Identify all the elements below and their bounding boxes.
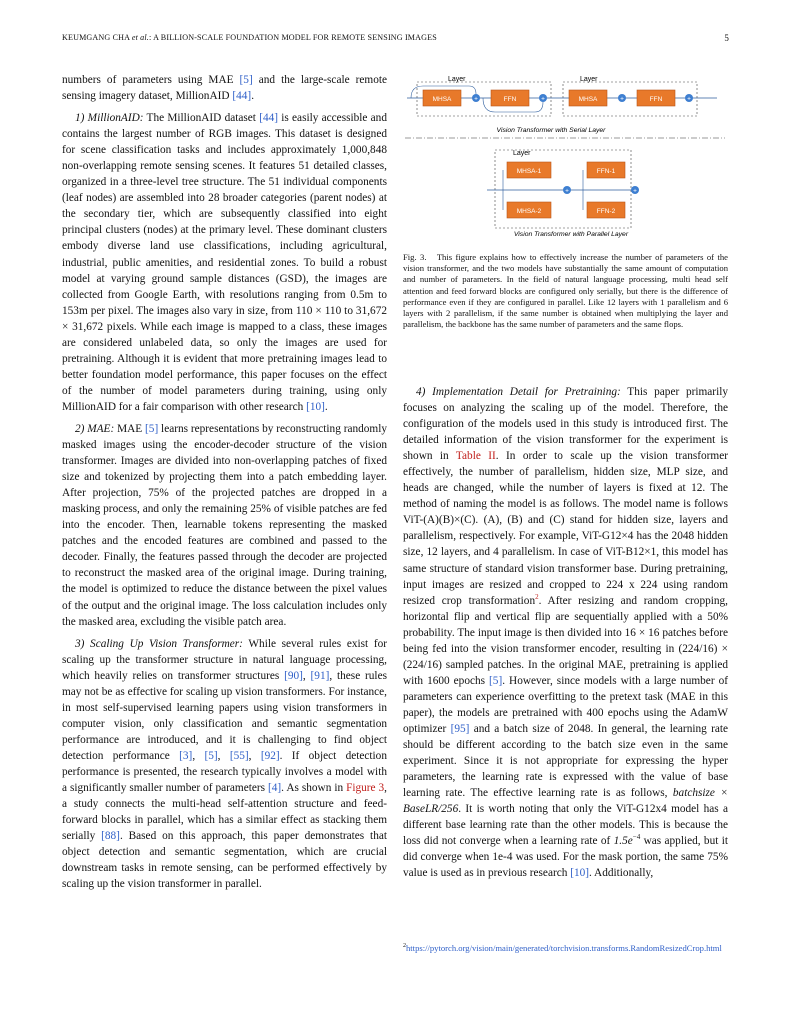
subsection-heading: 1) MillionAID: [75,112,144,125]
figure-caption [403,252,728,330]
figure-reference[interactable]: Figure 3 [346,782,385,795]
svg-text:MHSA: MHSA [432,96,452,103]
svg-text:+: + [687,95,691,103]
svg-text:+: + [620,95,624,103]
svg-text:MHSA-1: MHSA-1 [516,168,542,175]
svg-text:FFN-1: FFN-1 [596,168,616,175]
figure-3 [403,70,728,240]
citation[interactable]: [44] [259,112,279,125]
svg-text:FFN: FFN [503,96,517,103]
subsection-heading: 2) MAE: [75,422,115,435]
layer-label: Layer [580,76,598,83]
svg-text:FFN: FFN [649,96,663,103]
running-header [62,33,729,45]
citation[interactable]: [91] [310,669,330,682]
svg-text:+: + [474,95,478,103]
citation[interactable]: [92] [260,749,280,762]
paragraph-intro-continuation: numbers of parameters using MAE [5] and the large-scale remote sensing imagery dataset, MillionAID [44]. [62,74,387,103]
left-column [62,72,387,892]
svg-text:MHSA-2: MHSA-2 [516,208,542,215]
table-reference[interactable]: Table II [455,450,496,463]
citation[interactable]: [88] [101,830,120,843]
layer-label: Layer [513,150,531,157]
citation[interactable]: [4] [267,782,282,795]
citation[interactable]: [3] [179,749,193,762]
footnote-marker[interactable]: 2 [535,592,539,601]
caption-text: This figure explains how to effectively increase the number of parameters of the vision transformer, and the two models have substantially the same amount of computation and number of parameters. In the field of natural language processing, multi head self attention and feed forward blocks are configured only serially, but there is the difference of performance even if they are configured in parallel. Like 12 layers with 1 parallelism and 6 layers with 2 parallelism, if the same number is obtained when multiplying the layer and parallelism, the backbone has the same number of parameters and the same flops. [403,252,728,330]
paragraph-scaling-up: 3) Scaling Up Vision Transformer: While several rules exist for scaling up the transformer structure in natural language processing, which heavily relies on transformer structures [90], [91], these rules may not be as effective for scaling up vision transformers. For instance, in most self-supervised learning papers using vision transformers in computer vision, only classification and semantic segmentation performance are introduced, and it is challenging to find object detection performance [3], [5], [55], [92]. If object detection performance is presented, the research typically involves a model with a significantly smaller number of parameters [4]. As shown in Figure 3, a study connects the multi-head self-attention structure and feed-forward blocks in parallel, which has a similar effect as stacking them serially [88]. Based on this approach, this paper demonstrates that object detection and semantic segmentation, which are crucial downstream tasks in remote sensing, can be performed effectively by scaling up the vision transformer in parallel. [62,637,387,891]
citation[interactable]: [10] [570,867,590,880]
footnote [403,941,728,954]
svg-text:+: + [565,187,569,195]
citation[interactable]: [10] [306,400,325,413]
svg-text:FFN-2: FFN-2 [596,208,616,215]
citation[interactable]: [44] [232,90,252,103]
citation[interactable]: [55] [229,749,249,762]
right-column [403,384,728,881]
citation[interactable]: [5] [204,749,218,762]
math-expression: $1.5e^{-4}$ [613,833,641,848]
layer-label: Layer [448,76,466,83]
parallel-caption: Vision Transformer with Parallel Layer [513,231,629,238]
paragraph-implementation-detail: 4) Implementation Detail for Pretraining: This paper primarily focuses on analyzing the scaling up of the model. Therefore, the configuration of the models used in this study is introduced first. The detailed information of the vision transformer for the experiment is shown in Table II. In order to scale up the vision transformer effectively, the number of parallelism, hidden size, MLP size, and heads are changed, while the number of layers is fixed at 12. The method of naming the model is as follows. The model name is follows ViT-(A)(B)×(C). (A), (B) and (C) stand for hidden size, layers and parallelism, respectively. For example, ViT-G12×4 has the 2048 hidden size, 12 layers, and 4 parallelism. In case of ViT-B12×1, this model has same structure of standard vision transformer base. During pretraining, input images are resized and cropped to 224 x 224 using random resized crop transformation$^2$. After resizing and random cropping, horizontal flip and vertical flip are sequentially applied with a 50% probability. The input image is then divided into 16 × 16 patches before being fed into the vision transformer encoder, resulting in (224/16) × (224/16) sampled patches. In the original MAE, pretraining is applied with 1600 epochs [5]. However, since models with a large number of parameters can experience overfitting to the pretext task (MAE in this paper), the models are pretrained with 400 epochs using the AdamW optimizer [95] and a batch size of 2048. In general, the learning rate should be different according to the batch size even in the same experiment. Since it is not appropriate for expressing the hyper parameters, the learning rate is expressed with the value of base learning rate. The effective learning rate is as follows, batchsize × BaseLR/256. It is worth noting that only the ViT-G12x4 model has a different base learning rate than the other models. This is because the loss did not converge when a learning rate of $1.5e^{-4}$ was applied, but it did converge when 1e-4 was used. For the mask portion, the same 75% value is used as in previous research [10]. Additionally, [403,386,728,880]
footnote-mark: 2 [403,943,406,949]
citation[interactable]: [90] [284,669,303,682]
subsection-heading: 4) Implementation Detail for Pretraining: [416,386,621,398]
citation[interactable]: [5] [239,74,253,86]
footnote-url[interactable]: https://pytorch.org/vision/main/generated/torchvision.transforms.RandomResizedCrop.html [406,942,722,953]
paragraph-millionaid: 1) MillionAID: The MillionAID dataset [44] is easily accessible and contains the largest number of RGB images. This dataset is designed for scene classification tasks and includes approximately 1,000,848 non-overlapping remote sensing scenes. It features 51 detailed classes, organized in a three-level tree structure. The 51 individual components (leaf nodes) are assembled into 28 broader categories (parent nodes) at the secondary tier, which are subsequently classified into eight principal clusters (nodes) at the primary level. These dominant clusters embody diverse land use classifications, including agricultural, industrial, public amenities, and residential zones. To build a robust model at varying ground sample distances (GSD), the images are collected from Google Earth, with resolutions ranging from 0.5m to 153m per pixel. The images also vary in size, from 110 × 110 to 31,672 × 31,672 pixels. While each image is mapped to a class, these images are considered unlabeled data, so only the images are used for pretraining. Although it is evident that more pretraining images lead to better foundation model performance, this paper focuses on the effect of the number of model parameters during training, using only MillionAID for a fair comparison with other research [10]. [62,112,387,413]
citation[interactable]: [5] [145,422,159,435]
figure-label: Fig. 3. [403,252,427,262]
svg-text:MHSA: MHSA [578,96,598,103]
running-title: KEUMGANG CHA et al.: A BILLION-SCALE FOUNDATION MODEL FOR REMOTE SENSING IMAGES [62,33,437,42]
page-number: 5 [724,33,729,43]
figure-3-diagram [403,70,728,240]
math-expression: batchsize × BaseLR/256 [403,787,728,816]
citation[interactable]: [95] [450,722,470,735]
serial-caption: Vision Transformer with Serial Layer [496,127,606,134]
subsection-heading: 3) Scaling Up Vision Transformer: [75,637,243,650]
svg-text:+: + [541,95,545,103]
svg-text:+: + [633,187,637,195]
citation[interactable]: [5] [489,674,503,687]
paragraph-mae: 2) MAE: MAE [5] learns representations by reconstructing randomly masked images using the encoder-decoder structure of the vision transformer. Images are divided into non-overlapping patches of fixed size and tokenized by projecting them into a patch embedding layer. After projection, 75% of the projected patches are dropped in a masking process, and only the remaining 25% of visible patches are fed into the encoder. Then, learnable tokens representing the masked patches and the encoded features are combined and passed to the decoder. Finally, the features passed through the decoder are projected to reconstruct the masked area of the original image. During training, the model is optimized to reduce the distance between the pixel values of the output and the original image. The loss calculation includes only the masked area, excluding the visible patch area. [62,422,387,628]
